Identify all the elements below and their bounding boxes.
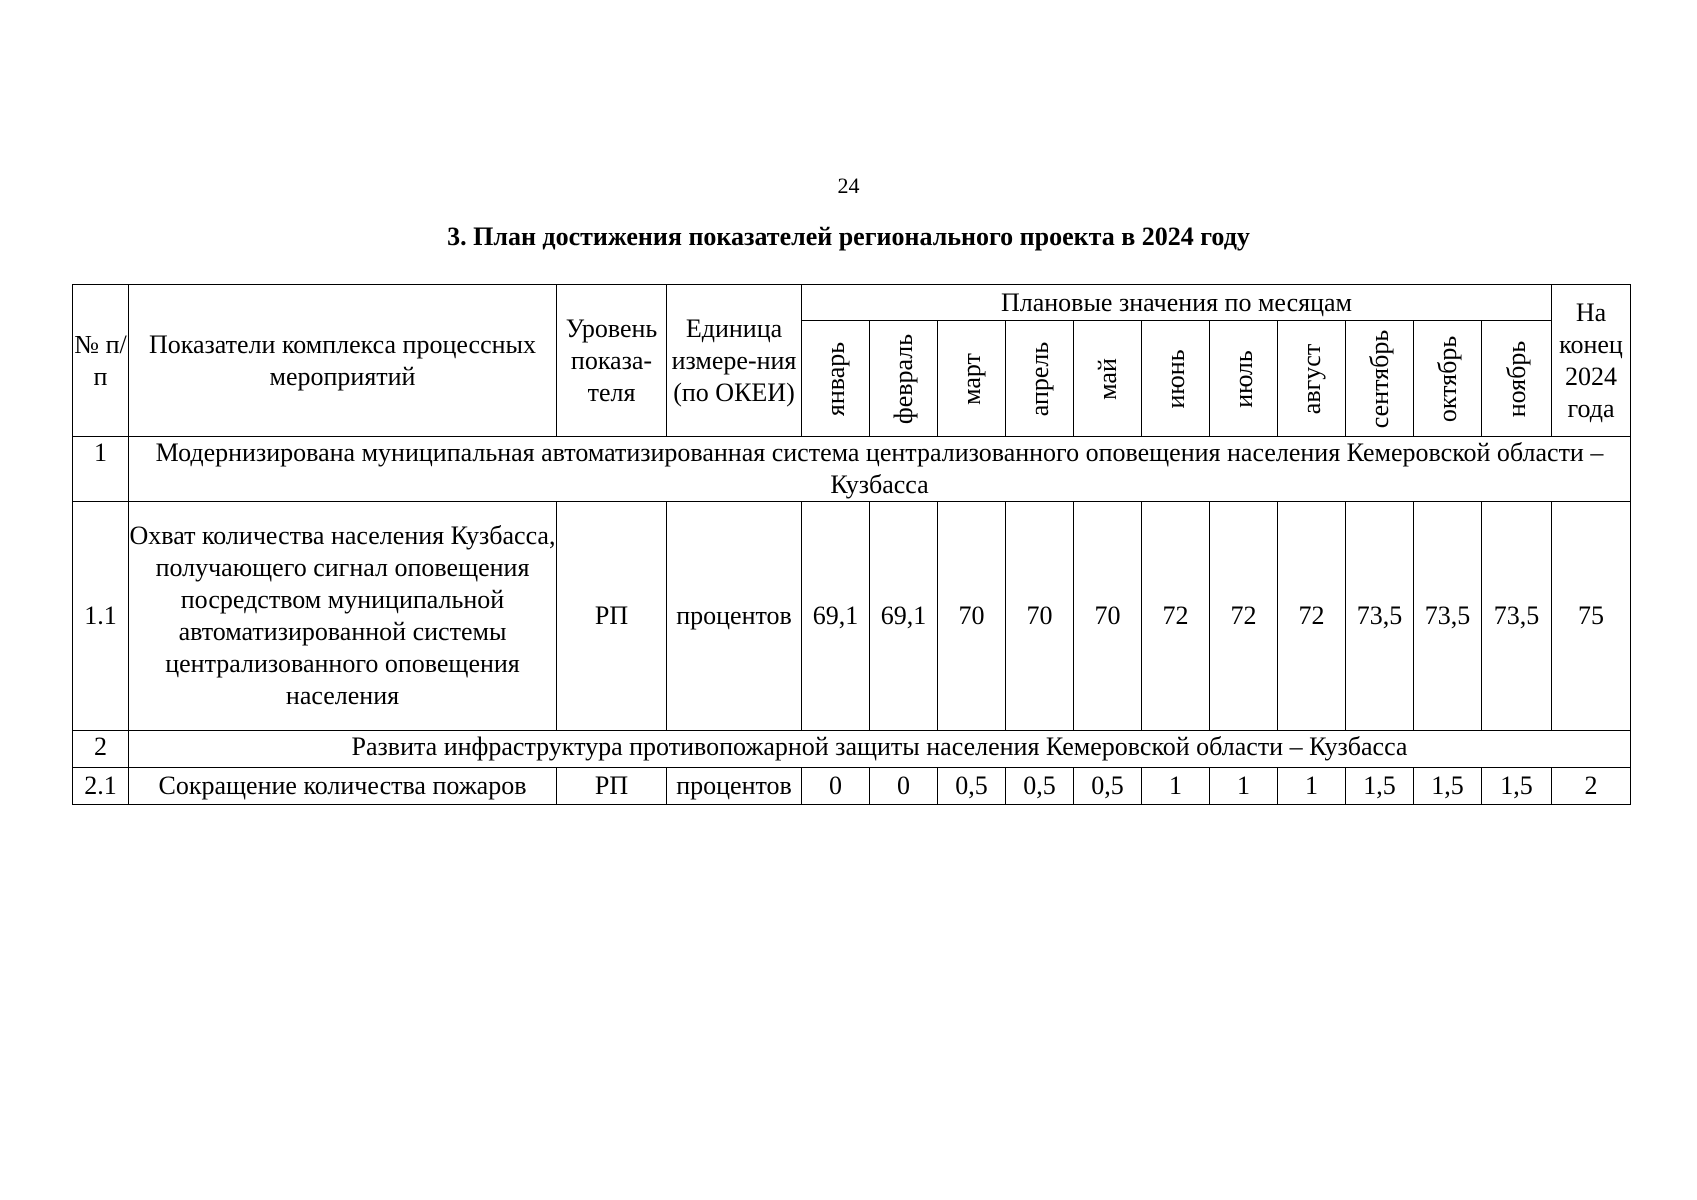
month-value: 72 xyxy=(1210,502,1278,731)
header-month xyxy=(802,321,870,437)
month-value: 72 xyxy=(1278,502,1346,731)
row-num: 1 xyxy=(73,437,129,502)
header-month xyxy=(1482,321,1552,437)
month-value: 73,5 xyxy=(1482,502,1552,731)
header-end-of-year: На конец 2024 года xyxy=(1552,285,1631,437)
page-number: 24 xyxy=(837,173,860,198)
month-value: 1 xyxy=(1142,768,1210,805)
month-value: 73,5 xyxy=(1346,502,1414,731)
month-label: июнь xyxy=(1160,348,1190,409)
header-month xyxy=(1210,321,1278,437)
month-label: май xyxy=(1092,357,1122,400)
month-value: 73,5 xyxy=(1414,502,1482,731)
end-of-year-value: 2 xyxy=(1552,768,1631,805)
month-value: 1,5 xyxy=(1346,768,1414,805)
month-value: 0 xyxy=(802,768,870,805)
header-month xyxy=(1074,321,1142,437)
section-title: Модернизирована муниципальная автоматизированная система централизованного оповещения населения Кемеровской области – Кузбасса xyxy=(129,437,1631,502)
month-label: сентябрь xyxy=(1364,329,1394,428)
header-month xyxy=(1346,321,1414,437)
month-label: февраль xyxy=(888,333,918,424)
month-value: 1,5 xyxy=(1414,768,1482,805)
indicator-level: РП xyxy=(557,768,667,805)
header-unit: Единица измере-ния (по ОКЕИ) xyxy=(667,285,802,437)
header-num: № п/п xyxy=(73,285,129,437)
month-label: март xyxy=(956,352,986,405)
header-month xyxy=(1142,321,1210,437)
indicator-level: РП xyxy=(557,502,667,731)
indicator-unit: процентов xyxy=(667,502,802,731)
header-month xyxy=(1006,321,1074,437)
header-month xyxy=(1414,321,1482,437)
end-of-year-value: 75 xyxy=(1552,502,1631,731)
row-num: 1.1 xyxy=(73,502,129,731)
indicator-name: Сокращение количества пожаров xyxy=(129,768,557,805)
section-title: Развита инфраструктура противопожарной защиты населения Кемеровской области – Кузбасса xyxy=(129,731,1631,768)
month-label: июль xyxy=(1228,349,1258,408)
header-month xyxy=(1278,321,1346,437)
month-value: 0,5 xyxy=(938,768,1006,805)
month-value: 69,1 xyxy=(870,502,938,731)
month-value: 0 xyxy=(870,768,938,805)
month-value: 0,5 xyxy=(1006,768,1074,805)
table-row-section xyxy=(73,437,1631,502)
month-value: 1,5 xyxy=(1482,768,1552,805)
header-indicator: Показатели комплекса процессных мероприятий xyxy=(129,285,557,437)
month-value: 72 xyxy=(1142,502,1210,731)
header-level: Уровень показа-теля xyxy=(557,285,667,437)
table-row-indicator xyxy=(73,768,1631,805)
month-value: 70 xyxy=(1074,502,1142,731)
month-value: 0,5 xyxy=(1074,768,1142,805)
indicator-name: Охват количества населения Кузбасса, получающего сигнал оповещения посредством муниципальной автоматизированной системы централизованного оповещения населения xyxy=(129,502,557,731)
month-value: 1 xyxy=(1210,768,1278,805)
row-num: 2 xyxy=(73,731,129,768)
indicator-unit: процентов xyxy=(667,768,802,805)
header-month xyxy=(870,321,938,437)
month-value: 1 xyxy=(1278,768,1346,805)
plan-table xyxy=(72,284,1631,805)
month-label: ноябрь xyxy=(1501,340,1531,417)
header-month xyxy=(938,321,1006,437)
month-label: октябрь xyxy=(1432,335,1462,422)
month-value: 70 xyxy=(1006,502,1074,731)
document-title: 3. План достижения показателей регионального проекта в 2024 году xyxy=(447,222,1250,251)
row-num: 2.1 xyxy=(73,768,129,805)
month-label: апрель xyxy=(1024,341,1054,416)
month-label: август xyxy=(1296,343,1326,414)
table-row-indicator xyxy=(73,502,1631,731)
month-value: 70 xyxy=(938,502,1006,731)
header-row-top xyxy=(73,285,1631,321)
header-planned-values: Плановые значения по месяцам xyxy=(802,285,1552,321)
table-row-section xyxy=(73,731,1631,768)
month-value: 69,1 xyxy=(802,502,870,731)
month-label: январь xyxy=(820,341,850,416)
